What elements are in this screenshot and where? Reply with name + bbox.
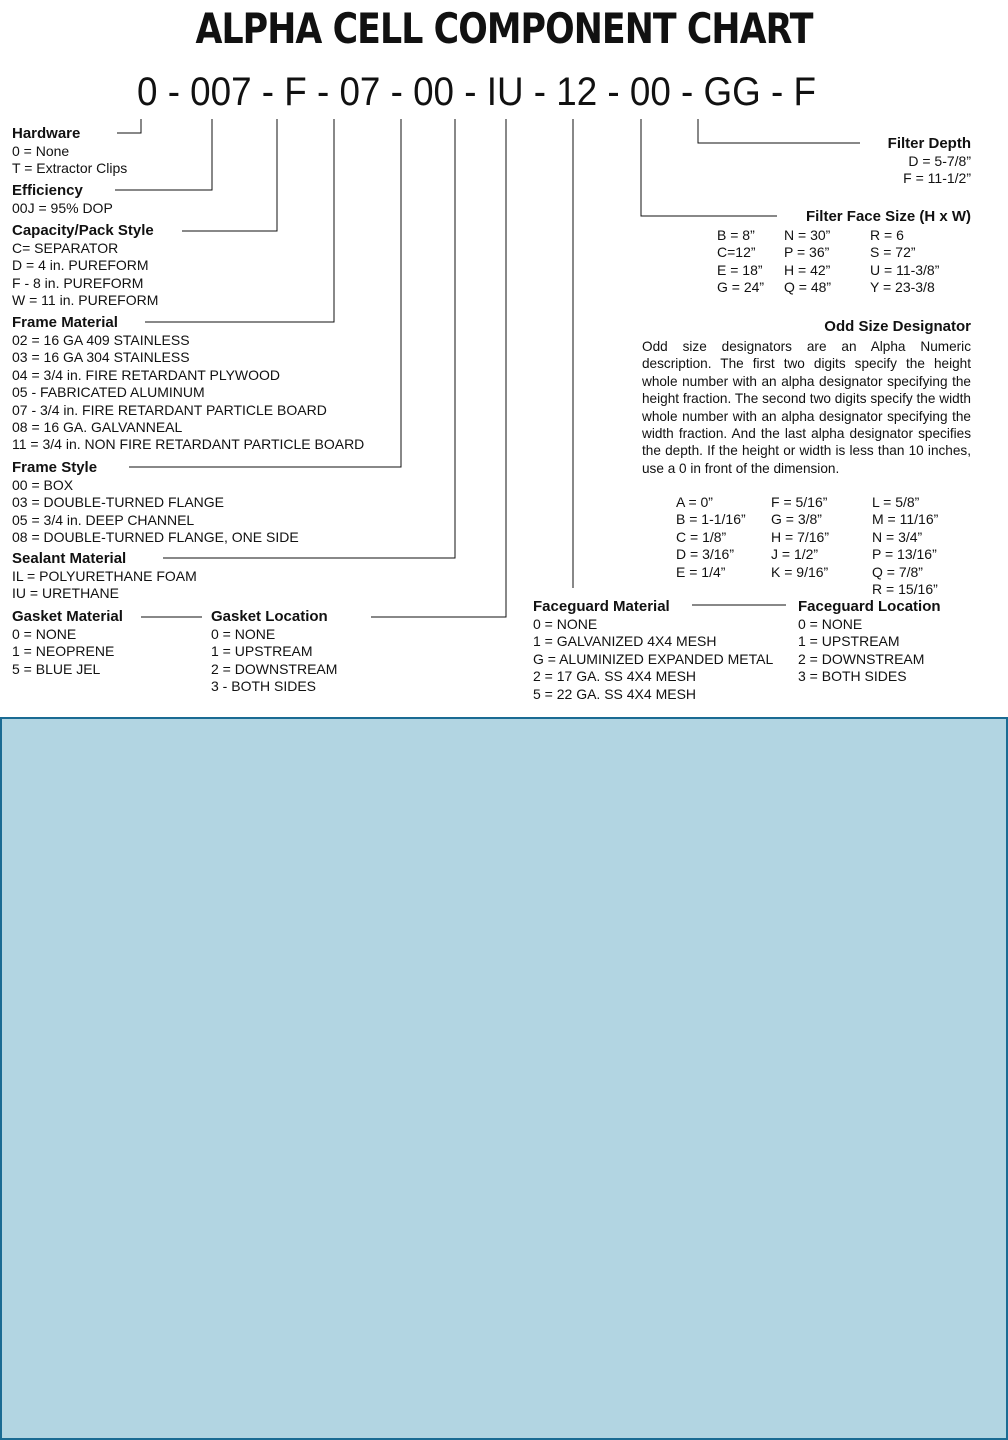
gasket-material-block — [12, 608, 123, 678]
odd-size-value: P = 13/16” — [872, 546, 937, 563]
gasket-material-item: 5 = BLUE JEL — [12, 660, 101, 677]
face-size-value: U = 11-3/8” — [870, 261, 940, 278]
gasket-material-item: 0 = NONE — [12, 626, 77, 642]
odd-size-value: C = 1/8” — [676, 528, 727, 545]
frame-style-item: 08 = DOUBLE-TURNED FLANGE, ONE SIDE — [12, 529, 299, 546]
frame-style-item: 05 = 3/4 in. DEEP CHANNEL — [12, 511, 195, 528]
frame-material-item: 08 = 16 GA. GALVANNEAL — [12, 419, 183, 436]
hardware-block — [12, 125, 127, 178]
efficiency-item: 00J = 95% DOP — [12, 200, 113, 216]
odd-size-value: K = 9/16” — [771, 563, 829, 580]
frame-style-item: 00 = BOX — [12, 477, 74, 493]
odd-size-value: D = 3/16” — [676, 546, 734, 563]
capacity-item: C= SEPARATOR — [12, 240, 119, 256]
gasket-material-item: 1 = NEOPRENE — [12, 643, 115, 660]
frame-style-heading: Frame Style — [12, 459, 98, 476]
capacity-heading: Capacity/Pack Style — [12, 222, 154, 239]
odd-size-value: B = 1-1/16” — [676, 511, 746, 528]
face-size-value: S = 72” — [870, 244, 916, 261]
frame-style-item: 03 = DOUBLE-TURNED FLANGE — [12, 494, 224, 511]
face-size-value: B = 8” — [717, 227, 755, 243]
frame-material-item: 07 - 3/4 in. FIRE RETARDANT PARTICLE BOARD — [12, 401, 327, 418]
gasket-location-item: 2 = DOWNSTREAM — [211, 660, 338, 677]
faceguard-location-item: 1 = UPSTREAM — [798, 633, 900, 650]
face-size-value: Y = 23-3/8 — [870, 279, 935, 296]
filter-depth-heading: Filter Depth — [887, 135, 971, 152]
hardware-heading: Hardware — [12, 125, 81, 142]
odd-size-value: M = 11/16” — [872, 511, 939, 528]
faceguard-material-item: 2 = 17 GA. SS 4X4 MESH — [533, 668, 697, 685]
chart-title: ALPHA CELL COMPONENT CHART — [195, 4, 813, 53]
odd-size-value: H = 7/16” — [771, 528, 829, 545]
face-size-value: N = 30” — [784, 227, 831, 243]
capacity-item: D = 4 in. PUREFORM — [12, 257, 149, 274]
face-size-value: G = 24” — [717, 279, 765, 296]
frame-material-heading: Frame Material — [12, 314, 118, 331]
efficiency-connector — [115, 119, 212, 190]
capacity-block — [12, 222, 158, 310]
odd-size-value: G = 3/8” — [771, 511, 822, 528]
filter-depth-connector — [698, 119, 860, 143]
face-size-value: E = 18” — [717, 261, 763, 278]
face-size-value: P = 36” — [784, 244, 830, 261]
efficiency-heading: Efficiency — [12, 182, 83, 199]
face-size-value: Q = 48” — [784, 279, 832, 296]
frame-material-item: 03 = 16 GA 304 STAINLESS — [12, 349, 190, 366]
faceguard-location-block — [798, 598, 941, 686]
faceguard-material-item: 5 = 22 GA. SS 4X4 MESH — [533, 685, 697, 702]
odd-size-value: J = 1/2” — [771, 546, 819, 563]
odd-size-value: A = 0” — [676, 494, 713, 510]
face-size-connector — [641, 119, 777, 216]
face-size-value: R = 6 — [870, 227, 904, 243]
hardware-item: 0 = None — [12, 143, 70, 159]
odd-size-value: L = 5/8” — [872, 494, 920, 510]
frame-material-item: 05 - FABRICATED ALUMINUM — [12, 384, 205, 401]
odd-size-heading-block — [824, 318, 971, 336]
frame-style-block — [12, 459, 299, 547]
gasket-location-item: 0 = NONE — [211, 626, 276, 642]
sealant-heading: Sealant Material — [12, 550, 127, 567]
gasket-location-connector — [371, 119, 506, 617]
faceguard-material-item: 0 = NONE — [533, 616, 598, 632]
faceguard-material-item: 1 = GALVANIZED 4X4 MESH — [533, 633, 717, 650]
odd-size-description: Odd size designators are an Alpha Numeric description. The first two digits specify the height whole number with an alpha designator specifying the height fraction. The second two digits specify the width whole number with an alpha designator specifying the width fraction. And the last alpha designator specifies the depth. If the height or width is less than 10 inches, use a 0 in front of the dimension. — [642, 339, 971, 476]
face-size-value: C=12” — [717, 244, 756, 261]
blue-panel — [0, 717, 1008, 1440]
gasket-location-item: 1 = UPSTREAM — [211, 643, 313, 660]
faceguard-location-item: 0 = NONE — [798, 616, 863, 632]
frame-material-item: 11 = 3/4 in. NON FIRE RETARDANT PARTICLE BOARD — [12, 436, 365, 453]
faceguard-material-block — [533, 598, 773, 703]
filter-depth-item: F = 11-1/2” — [903, 170, 971, 187]
faceguard-location-item: 3 = BOTH SIDES — [798, 668, 907, 685]
capacity-item: F - 8 in. PUREFORM — [12, 274, 144, 291]
filter-depth-item: D = 5-7/8” — [908, 153, 971, 169]
gasket-material-heading: Gasket Material — [12, 608, 123, 625]
faceguard-location-item: 2 = DOWNSTREAM — [798, 650, 925, 667]
faceguard-material-item: G = ALUMINIZED EXPANDED METAL — [533, 650, 774, 667]
efficiency-block — [12, 182, 113, 217]
frame-material-block — [12, 314, 364, 454]
odd-size-value: E = 1/4” — [676, 563, 726, 580]
face-size-heading-block — [806, 208, 971, 226]
sealant-block — [12, 550, 197, 603]
frame-material-item: 02 = 16 GA 409 STAINLESS — [12, 332, 190, 348]
odd-size-heading: Odd Size Designator — [824, 318, 971, 335]
face-size-heading: Filter Face Size (H x W) — [805, 208, 971, 225]
odd-size-value: Q = 7/8” — [872, 563, 923, 580]
sealant-item: IU = URETHANE — [12, 585, 119, 602]
odd-size-value: R = 15/16” — [872, 581, 938, 598]
frame-material-item: 04 = 3/4 in. FIRE RETARDANT PLYWOOD — [12, 366, 281, 383]
faceguard-location-heading: Faceguard Location — [798, 598, 941, 615]
capacity-item: W = 11 in. PUREFORM — [12, 292, 159, 309]
frame-material-connector — [145, 119, 334, 322]
capacity-connector — [182, 119, 277, 231]
faceguard-material-heading: Faceguard Material — [533, 598, 670, 615]
sealant-item: IL = POLYURETHANE FOAM — [12, 568, 197, 584]
hardware-item: T = Extractor Clips — [12, 160, 128, 177]
odd-size-value: N = 3/4” — [872, 528, 923, 545]
gasket-location-heading: Gasket Location — [211, 608, 328, 625]
part-number-code: 0 - 007 - F - 07 - 00 - IU - 12 - 00 - GG - F — [137, 70, 816, 114]
gasket-location-block — [211, 608, 337, 696]
face-size-value: H = 42” — [784, 261, 831, 278]
gasket-location-item: 3 - BOTH SIDES — [211, 678, 317, 695]
filter-depth-block — [888, 135, 971, 188]
odd-size-value: F = 5/16” — [771, 494, 828, 510]
